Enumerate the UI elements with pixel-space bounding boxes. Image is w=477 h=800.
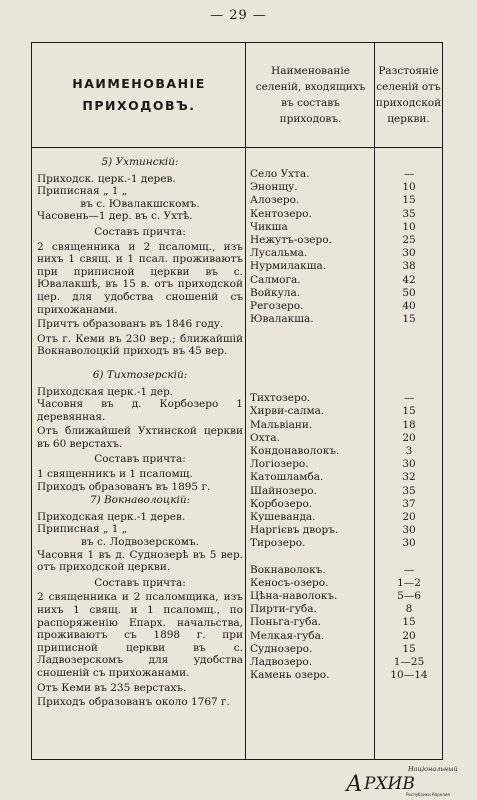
village-name: Ювалакша.	[250, 313, 314, 326]
village-distance: 37	[402, 497, 416, 510]
village-distance: 15	[402, 194, 416, 207]
village-name: Войкула.	[250, 286, 301, 299]
village-name	[250, 353, 374, 366]
clergy-label: Составъ причта:	[94, 576, 186, 589]
village-name: Мелкая-губа.	[250, 629, 325, 642]
village-distance	[377, 550, 441, 563]
village-distance	[377, 366, 441, 379]
parish-text: Приходская церк.-1 дер.	[37, 385, 174, 398]
parish-text: Часовня 1 въ д. Суднозерѣ въ 5 вер. отъ приходской церкви.	[37, 548, 243, 574]
header-parishes: НАИМЕНОВАНІЕ ПРИХОДОВЪ.	[72, 76, 206, 113]
village-name: Поньга-губа.	[250, 616, 322, 629]
village-distance: —	[403, 392, 415, 405]
village-distance: 30	[402, 458, 416, 471]
village-distance: 38	[402, 260, 416, 273]
parish-text: Приписная „ 1 „	[37, 523, 128, 536]
svg-text:РХИВ: РХИВ	[364, 774, 415, 794]
header-villages: Наименованіе селеній, входящихъ въ составъ приходовъ.	[255, 65, 366, 125]
village-distance: 42	[402, 273, 416, 286]
parish-text: Приходская церк.-1 дерев.	[37, 510, 186, 523]
village-name: Кондонаволокъ.	[250, 444, 340, 457]
village-name: Ладвозеро.	[250, 655, 313, 668]
parish-text: Приписная „ 1 „	[37, 185, 128, 198]
village-name: Логіозеро.	[250, 458, 309, 471]
clergy-text: 1 священникъ и 1 псаломщ.	[37, 468, 193, 481]
village-name: Чикша	[250, 220, 288, 233]
parish-text: въ с. Ювалакшскомъ.	[80, 197, 200, 210]
svg-text:Національный: Національный	[408, 765, 458, 773]
village-names	[250, 168, 374, 682]
village-distance	[377, 379, 441, 392]
header-distance: Разстояніе селеній отъ приходской церкви.	[375, 65, 442, 125]
svg-text:А: А	[346, 772, 363, 797]
parish-text: Часовня въ д. Корбозеро 1 деревянная.	[37, 398, 243, 423]
parish-text: Отъ ближайшей Ухтинской церкви въ 60 верстахъ.	[37, 425, 243, 450]
village-distance: —	[403, 168, 415, 180]
village-name: Цѣна-наволокъ.	[250, 590, 338, 602]
village-distance: 15	[402, 313, 416, 326]
village-name: Кеносъ-озеро.	[250, 576, 329, 589]
village-name	[250, 379, 374, 392]
village-distance: 8	[405, 603, 413, 616]
distance-text: Отъ г. Кеми въ 230 вер.; ближайшій Вокнаволоцкій приходъ въ 45 вер.	[37, 332, 243, 358]
village-name: Хирви-салма.	[250, 405, 325, 418]
parish-text: въ с. Лодвозерскомъ.	[81, 536, 199, 549]
village-name: Нежутъ-озеро.	[250, 233, 332, 246]
village-distance: 1—2	[397, 576, 421, 589]
clergy-text: 2 священника и 2 псаломщика, изъ нихъ 1 свящ. и 1 псаломщ., по распоряженію Епарх. начальства, проживаютъ съ 1898 г. при приписной церкви въ с. Ладвозерскомъ для удобства сношеній съ прихожанами.	[37, 591, 243, 679]
village-name: Лусальма.	[250, 247, 308, 260]
parish-text: Часовень—1 дер. въ с. Ухтѣ.	[37, 210, 193, 223]
column-divider	[374, 43, 375, 759]
village-name	[250, 326, 374, 339]
formed-text: Приходъ образованъ въ 1895 г.	[37, 480, 211, 493]
archive-stamp-logo	[338, 762, 463, 798]
parish-title-ukhta: 5) Ухтинскій:	[101, 156, 179, 168]
village-name: Кентозеро.	[250, 207, 312, 220]
formed-text: Приходъ образованъ около 1767 г.	[37, 696, 230, 709]
village-distance: 15	[402, 405, 416, 418]
village-name: Вокнаволокъ.	[250, 563, 326, 576]
header-rule	[32, 147, 442, 148]
parish-title-voknavolok: 7) Вокнаволоцкій:	[89, 494, 191, 507]
village-name: Алозеро.	[250, 194, 300, 207]
parish-table	[31, 42, 443, 760]
village-name: Мальвіани.	[250, 418, 313, 431]
village-name: Нурмилакша.	[250, 260, 327, 273]
village-name: Наргієвъ дворъ.	[250, 524, 339, 537]
village-distance: 10	[402, 220, 416, 233]
village-distance: 15	[402, 616, 416, 629]
village-name: Село Ухта.	[250, 168, 310, 180]
formed-text: Причтъ образованъ въ 1846 году.	[37, 318, 224, 331]
village-name: Салмога.	[250, 273, 301, 286]
village-name: Корбозеро.	[250, 497, 313, 510]
village-name	[250, 366, 374, 379]
village-distance: 1—25	[393, 655, 425, 668]
village-name: Регозеро.	[250, 299, 304, 312]
village-distance: 35	[402, 207, 416, 220]
clergy-label: Составъ причта:	[94, 225, 186, 238]
parish-text: Приходск. церк.-1 дерев.	[37, 172, 176, 185]
village-name	[250, 550, 374, 563]
village-name: Катошламба.	[250, 471, 324, 484]
village-name: Пирти-губа.	[250, 603, 317, 616]
village-name: Кушеванда.	[250, 510, 316, 523]
village-distance: 25	[402, 233, 416, 246]
village-name: Тирозеро.	[250, 537, 306, 550]
village-distance: 35	[402, 484, 416, 497]
village-distance	[377, 353, 441, 366]
village-distance: 20	[402, 629, 416, 642]
village-distance	[377, 326, 441, 339]
village-name	[250, 339, 374, 352]
village-distance: 20	[402, 431, 416, 444]
village-name: Камень озеро.	[250, 669, 330, 682]
village-distance: 30	[402, 247, 416, 260]
village-name: Энонщу.	[250, 181, 298, 194]
village-distance: 40	[402, 299, 416, 312]
village-name: Тихтозеро.	[250, 392, 311, 405]
village-distance: —	[403, 563, 415, 576]
village-distance: 10	[402, 181, 416, 194]
village-name: Шайнозеро.	[250, 484, 317, 497]
village-distance: 32	[402, 471, 416, 484]
village-name: Суднозеро.	[250, 642, 313, 655]
village-distance: 5—6	[397, 590, 421, 602]
village-distance: 18	[402, 418, 416, 431]
village-distance: 3	[405, 444, 413, 457]
village-distance: 50	[402, 286, 416, 299]
parish-title-tikhtozero: 6) Тихтозерскій:	[92, 368, 188, 381]
village-distance: 10—14	[390, 669, 428, 682]
svg-text:Республики Карелия: Республики Карелия	[406, 792, 450, 797]
village-distance	[377, 339, 441, 352]
column-divider	[245, 43, 246, 759]
village-distances	[377, 168, 441, 682]
village-distance: 30	[402, 537, 416, 550]
parish-descriptions	[37, 155, 243, 711]
village-distance: 20	[402, 510, 416, 523]
page-number: — 29 —	[210, 8, 267, 23]
village-name: Охта.	[250, 431, 280, 444]
clergy-text: 2 священника и 2 псаломщ., изъ нихъ 1 свящ. и 1 псал. проживаютъ при приписной церкви въ с. Ювалакшѣ, въ 15 в. отъ приходской цер. для удобства сношеній съ прихожанами.	[37, 240, 243, 316]
village-distance: 30	[402, 524, 416, 537]
clergy-label: Составъ причта:	[94, 453, 186, 466]
distance-text: Отъ Кеми въ 235 верстахъ.	[37, 681, 187, 694]
village-distance: 15	[402, 642, 416, 655]
